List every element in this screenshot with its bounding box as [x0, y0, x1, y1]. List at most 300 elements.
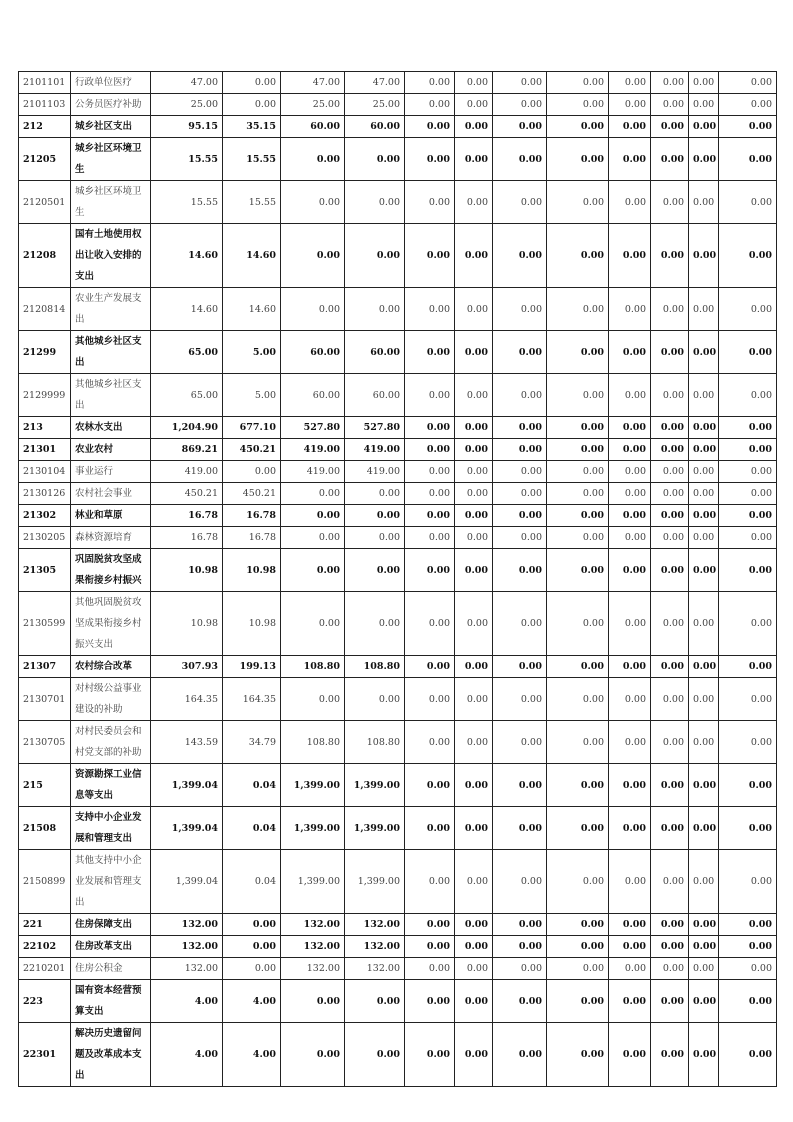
amount-cell: 0.00 [609, 288, 651, 331]
subject-name-cell: 公务员医疗补助 [71, 94, 151, 116]
amount-cell: 0.00 [609, 461, 651, 483]
amount-cell: 25.00 [345, 94, 405, 116]
amount-cell: 0.00 [547, 678, 609, 721]
subject-code-cell: 2210201 [19, 958, 71, 980]
subject-code-cell: 21301 [19, 439, 71, 461]
amount-cell: 307.93 [151, 656, 223, 678]
amount-cell: 0.00 [689, 549, 719, 592]
amount-cell: 0.00 [609, 439, 651, 461]
table-row [19, 549, 777, 592]
amount-cell: 0.00 [547, 914, 609, 936]
amount-cell: 0.00 [281, 527, 345, 549]
amount-cell: 0.00 [455, 549, 493, 592]
subject-name-cell: 住房公积金 [71, 958, 151, 980]
amount-cell: 0.00 [455, 850, 493, 914]
subject-code-cell: 22102 [19, 936, 71, 958]
subject-name-cell: 国有土地使用权出让收入安排的支出 [71, 224, 151, 288]
amount-cell: 0.00 [405, 483, 455, 505]
amount-cell: 0.00 [719, 331, 777, 374]
amount-cell: 0.00 [223, 914, 281, 936]
amount-cell: 0.00 [609, 721, 651, 764]
amount-cell: 0.00 [547, 94, 609, 116]
subject-code-cell: 2101101 [19, 72, 71, 94]
subject-name-cell: 住房保障支出 [71, 914, 151, 936]
subject-code-cell: 2130104 [19, 461, 71, 483]
amount-cell: 0.00 [455, 721, 493, 764]
amount-cell: 0.00 [223, 72, 281, 94]
amount-cell: 0.00 [405, 138, 455, 181]
amount-cell: 0.00 [719, 980, 777, 1023]
amount-cell: 0.00 [689, 224, 719, 288]
amount-cell: 0.00 [651, 678, 689, 721]
table-row [19, 181, 777, 224]
amount-cell: 0.00 [609, 224, 651, 288]
amount-cell: 60.00 [345, 116, 405, 138]
amount-cell: 132.00 [345, 958, 405, 980]
amount-cell: 0.00 [651, 914, 689, 936]
amount-cell: 0.00 [493, 483, 547, 505]
amount-cell: 0.00 [493, 94, 547, 116]
amount-cell: 0.00 [651, 116, 689, 138]
amount-cell: 5.00 [223, 374, 281, 417]
subject-name-cell: 行政单位医疗 [71, 72, 151, 94]
amount-cell: 0.00 [651, 483, 689, 505]
amount-cell: 10.98 [223, 549, 281, 592]
amount-cell: 0.00 [345, 224, 405, 288]
amount-cell: 143.59 [151, 721, 223, 764]
amount-cell: 0.00 [609, 94, 651, 116]
amount-cell: 869.21 [151, 439, 223, 461]
amount-cell: 0.00 [689, 807, 719, 850]
amount-cell: 0.00 [651, 374, 689, 417]
amount-cell: 60.00 [345, 374, 405, 417]
subject-code-cell: 2130205 [19, 527, 71, 549]
amount-cell: 0.00 [345, 592, 405, 656]
amount-cell: 0.00 [719, 549, 777, 592]
amount-cell: 0.00 [651, 807, 689, 850]
amount-cell: 0.00 [651, 181, 689, 224]
amount-cell: 0.00 [223, 94, 281, 116]
amount-cell: 0.00 [547, 592, 609, 656]
amount-cell: 0.00 [281, 1023, 345, 1087]
amount-cell: 1,399.04 [151, 807, 223, 850]
amount-cell: 0.00 [345, 181, 405, 224]
table-row [19, 592, 777, 656]
amount-cell: 0.00 [651, 94, 689, 116]
amount-cell: 0.00 [455, 980, 493, 1023]
amount-cell: 0.00 [719, 374, 777, 417]
amount-cell: 0.00 [719, 527, 777, 549]
table-row [19, 656, 777, 678]
amount-cell: 0.00 [455, 224, 493, 288]
amount-cell: 0.00 [493, 958, 547, 980]
amount-cell: 0.00 [281, 483, 345, 505]
table-row [19, 505, 777, 527]
subject-name-cell: 住房改革支出 [71, 936, 151, 958]
amount-cell: 10.98 [151, 549, 223, 592]
amount-cell: 0.00 [281, 980, 345, 1023]
amount-cell: 14.60 [223, 288, 281, 331]
amount-cell: 108.80 [345, 656, 405, 678]
amount-cell: 0.00 [405, 224, 455, 288]
amount-cell: 0.00 [651, 721, 689, 764]
subject-name-cell: 巩固脱贫攻坚成果衔接乡村振兴 [71, 549, 151, 592]
amount-cell: 108.80 [281, 656, 345, 678]
amount-cell: 0.00 [405, 936, 455, 958]
subject-code-cell: 2130126 [19, 483, 71, 505]
amount-cell: 0.00 [689, 461, 719, 483]
amount-cell: 164.35 [151, 678, 223, 721]
subject-code-cell: 21508 [19, 807, 71, 850]
amount-cell: 65.00 [151, 331, 223, 374]
amount-cell: 0.00 [651, 764, 689, 807]
amount-cell: 0.00 [689, 678, 719, 721]
amount-cell: 0.00 [455, 72, 493, 94]
amount-cell: 0.00 [689, 138, 719, 181]
amount-cell: 0.00 [719, 958, 777, 980]
amount-cell: 0.00 [455, 374, 493, 417]
amount-cell: 0.00 [455, 764, 493, 807]
amount-cell: 0.00 [689, 1023, 719, 1087]
amount-cell: 0.00 [345, 678, 405, 721]
subject-code-cell: 2129999 [19, 374, 71, 417]
amount-cell: 0.00 [719, 224, 777, 288]
amount-cell: 0.00 [405, 94, 455, 116]
amount-cell: 0.00 [719, 94, 777, 116]
amount-cell: 0.00 [493, 1023, 547, 1087]
amount-cell: 199.13 [223, 656, 281, 678]
amount-cell: 0.00 [547, 980, 609, 1023]
amount-cell: 0.00 [493, 138, 547, 181]
amount-cell: 0.00 [455, 417, 493, 439]
subject-name-cell: 对村级公益事业建设的补助 [71, 678, 151, 721]
subject-code-cell: 21299 [19, 331, 71, 374]
amount-cell: 1,399.00 [281, 807, 345, 850]
table-row [19, 850, 777, 914]
amount-cell: 0.00 [493, 850, 547, 914]
amount-cell: 0.00 [609, 678, 651, 721]
amount-cell: 16.78 [151, 505, 223, 527]
subject-name-cell: 农村综合改革 [71, 656, 151, 678]
amount-cell: 0.00 [455, 138, 493, 181]
subject-name-cell: 其他巩固脱贫攻坚成果衔接乡村振兴支出 [71, 592, 151, 656]
amount-cell: 5.00 [223, 331, 281, 374]
amount-cell: 16.78 [223, 527, 281, 549]
table-row [19, 224, 777, 288]
amount-cell: 0.00 [547, 807, 609, 850]
amount-cell: 419.00 [345, 461, 405, 483]
table-row [19, 483, 777, 505]
amount-cell: 0.00 [651, 549, 689, 592]
amount-cell: 0.00 [609, 936, 651, 958]
amount-cell: 0.00 [547, 181, 609, 224]
subject-code-cell: 223 [19, 980, 71, 1023]
amount-cell: 450.21 [223, 483, 281, 505]
amount-cell: 0.00 [345, 138, 405, 181]
amount-cell: 0.00 [547, 224, 609, 288]
amount-cell: 0.00 [405, 678, 455, 721]
amount-cell: 0.00 [689, 958, 719, 980]
subject-name-cell: 城乡社区环境卫生 [71, 181, 151, 224]
amount-cell: 0.00 [651, 592, 689, 656]
subject-name-cell: 其他城乡社区支出 [71, 374, 151, 417]
amount-cell: 1,399.00 [281, 850, 345, 914]
amount-cell: 0.00 [689, 417, 719, 439]
amount-cell: 0.00 [689, 592, 719, 656]
amount-cell: 0.00 [547, 527, 609, 549]
amount-cell: 1,399.04 [151, 850, 223, 914]
subject-code-cell: 22301 [19, 1023, 71, 1087]
subject-name-cell: 农业生产发展支出 [71, 288, 151, 331]
table-row [19, 138, 777, 181]
amount-cell: 47.00 [151, 72, 223, 94]
table-row [19, 764, 777, 807]
table-row [19, 94, 777, 116]
table-row [19, 461, 777, 483]
table-row [19, 678, 777, 721]
amount-cell: 0.00 [547, 138, 609, 181]
amount-cell: 0.00 [493, 374, 547, 417]
amount-cell: 0.00 [455, 181, 493, 224]
amount-cell: 60.00 [281, 116, 345, 138]
amount-cell: 0.00 [455, 592, 493, 656]
subject-code-cell: 213 [19, 417, 71, 439]
amount-cell: 0.00 [609, 958, 651, 980]
amount-cell: 0.00 [719, 505, 777, 527]
amount-cell: 0.00 [547, 439, 609, 461]
amount-cell: 0.00 [547, 461, 609, 483]
amount-cell: 0.00 [493, 505, 547, 527]
amount-cell: 0.00 [651, 417, 689, 439]
amount-cell: 0.00 [345, 288, 405, 331]
table-row [19, 288, 777, 331]
table-row [19, 331, 777, 374]
amount-cell: 0.00 [609, 483, 651, 505]
amount-cell: 0.00 [651, 72, 689, 94]
amount-cell: 0.00 [405, 549, 455, 592]
amount-cell: 15.55 [151, 138, 223, 181]
amount-cell: 0.00 [493, 181, 547, 224]
subject-name-cell: 国有资本经营预算支出 [71, 980, 151, 1023]
amount-cell: 0.00 [689, 181, 719, 224]
amount-cell: 0.00 [547, 656, 609, 678]
amount-cell: 25.00 [151, 94, 223, 116]
amount-cell: 0.00 [547, 850, 609, 914]
amount-cell: 1,399.00 [345, 807, 405, 850]
amount-cell: 0.00 [609, 980, 651, 1023]
amount-cell: 0.00 [547, 331, 609, 374]
subject-name-cell: 城乡社区支出 [71, 116, 151, 138]
amount-cell: 95.15 [151, 116, 223, 138]
amount-cell: 0.00 [493, 807, 547, 850]
amount-cell: 34.79 [223, 721, 281, 764]
amount-cell: 0.00 [455, 439, 493, 461]
amount-cell: 1,399.00 [345, 764, 405, 807]
amount-cell: 0.00 [405, 527, 455, 549]
amount-cell: 0.00 [405, 417, 455, 439]
amount-cell: 0.00 [609, 914, 651, 936]
amount-cell: 108.80 [345, 721, 405, 764]
amount-cell: 0.00 [547, 549, 609, 592]
amount-cell: 0.00 [493, 72, 547, 94]
amount-cell: 0.00 [689, 439, 719, 461]
amount-cell: 132.00 [281, 958, 345, 980]
amount-cell: 0.00 [455, 461, 493, 483]
amount-cell: 0.00 [651, 138, 689, 181]
amount-cell: 0.00 [609, 1023, 651, 1087]
amount-cell: 132.00 [281, 914, 345, 936]
amount-cell: 108.80 [281, 721, 345, 764]
amount-cell: 0.04 [223, 850, 281, 914]
amount-cell: 0.00 [345, 527, 405, 549]
amount-cell: 0.00 [223, 958, 281, 980]
amount-cell: 0.00 [493, 331, 547, 374]
amount-cell: 0.00 [455, 656, 493, 678]
amount-cell: 0.00 [281, 181, 345, 224]
amount-cell: 0.00 [719, 914, 777, 936]
amount-cell: 15.55 [223, 138, 281, 181]
table-row [19, 72, 777, 94]
amount-cell: 419.00 [281, 439, 345, 461]
amount-cell: 1,399.04 [151, 764, 223, 807]
amount-cell: 0.00 [405, 181, 455, 224]
amount-cell: 0.00 [651, 936, 689, 958]
budget-table [18, 71, 777, 1087]
subject-code-cell: 212 [19, 116, 71, 138]
amount-cell: 0.00 [651, 505, 689, 527]
amount-cell: 4.00 [223, 980, 281, 1023]
subject-code-cell: 2101103 [19, 94, 71, 116]
amount-cell: 0.00 [281, 505, 345, 527]
subject-name-cell: 支持中小企业发展和管理支出 [71, 807, 151, 850]
amount-cell: 0.00 [281, 288, 345, 331]
amount-cell: 0.00 [609, 331, 651, 374]
amount-cell: 0.00 [651, 224, 689, 288]
amount-cell: 0.00 [689, 505, 719, 527]
amount-cell: 0.00 [689, 94, 719, 116]
subject-code-cell: 21208 [19, 224, 71, 288]
subject-name-cell: 林业和草原 [71, 505, 151, 527]
amount-cell: 0.00 [455, 914, 493, 936]
amount-cell: 0.00 [405, 288, 455, 331]
amount-cell: 0.00 [651, 331, 689, 374]
amount-cell: 0.00 [609, 592, 651, 656]
amount-cell: 0.00 [281, 224, 345, 288]
amount-cell: 450.21 [223, 439, 281, 461]
subject-code-cell: 2130705 [19, 721, 71, 764]
amount-cell: 10.98 [151, 592, 223, 656]
amount-cell: 0.00 [405, 721, 455, 764]
amount-cell: 0.00 [609, 116, 651, 138]
amount-cell: 132.00 [281, 936, 345, 958]
amount-cell: 0.00 [651, 527, 689, 549]
amount-cell: 0.00 [689, 483, 719, 505]
amount-cell: 0.00 [405, 914, 455, 936]
amount-cell: 0.00 [281, 592, 345, 656]
amount-cell: 60.00 [281, 374, 345, 417]
amount-cell: 65.00 [151, 374, 223, 417]
amount-cell: 0.00 [405, 72, 455, 94]
subject-code-cell: 2120814 [19, 288, 71, 331]
amount-cell: 0.00 [547, 505, 609, 527]
amount-cell: 0.00 [719, 936, 777, 958]
table-row [19, 914, 777, 936]
amount-cell: 4.00 [151, 1023, 223, 1087]
amount-cell: 0.00 [689, 527, 719, 549]
amount-cell: 0.00 [405, 764, 455, 807]
subject-name-cell: 森林资源培育 [71, 527, 151, 549]
amount-cell: 0.00 [719, 592, 777, 656]
table-row [19, 439, 777, 461]
amount-cell: 16.78 [151, 527, 223, 549]
amount-cell: 0.00 [223, 461, 281, 483]
amount-cell: 0.00 [689, 72, 719, 94]
amount-cell: 0.00 [493, 527, 547, 549]
amount-cell: 0.00 [405, 958, 455, 980]
amount-cell: 132.00 [151, 958, 223, 980]
subject-code-cell: 21305 [19, 549, 71, 592]
amount-cell: 132.00 [345, 914, 405, 936]
amount-cell: 0.00 [547, 116, 609, 138]
amount-cell: 0.00 [609, 138, 651, 181]
amount-cell: 0.00 [689, 914, 719, 936]
amount-cell: 0.00 [689, 721, 719, 764]
amount-cell: 0.00 [719, 461, 777, 483]
amount-cell: 0.00 [609, 656, 651, 678]
amount-cell: 0.00 [405, 439, 455, 461]
amount-cell: 0.00 [689, 116, 719, 138]
amount-cell: 0.00 [719, 483, 777, 505]
amount-cell: 47.00 [345, 72, 405, 94]
amount-cell: 0.00 [455, 1023, 493, 1087]
amount-cell: 0.00 [719, 721, 777, 764]
amount-cell: 0.00 [281, 138, 345, 181]
amount-cell: 0.00 [455, 483, 493, 505]
amount-cell: 0.00 [609, 549, 651, 592]
subject-code-cell: 21205 [19, 138, 71, 181]
amount-cell: 419.00 [281, 461, 345, 483]
amount-cell: 0.00 [493, 678, 547, 721]
table-row [19, 527, 777, 549]
amount-cell: 16.78 [223, 505, 281, 527]
amount-cell: 0.00 [547, 374, 609, 417]
amount-cell: 0.00 [689, 656, 719, 678]
amount-cell: 47.00 [281, 72, 345, 94]
amount-cell: 0.00 [651, 850, 689, 914]
subject-code-cell: 215 [19, 764, 71, 807]
subject-code-cell: 21307 [19, 656, 71, 678]
amount-cell: 1,204.90 [151, 417, 223, 439]
amount-cell: 0.00 [609, 72, 651, 94]
amount-cell: 419.00 [151, 461, 223, 483]
amount-cell: 0.00 [719, 417, 777, 439]
amount-cell: 0.00 [651, 958, 689, 980]
amount-cell: 1,399.00 [345, 850, 405, 914]
subject-code-cell: 2130599 [19, 592, 71, 656]
amount-cell: 0.00 [719, 181, 777, 224]
table-row [19, 374, 777, 417]
amount-cell: 14.60 [223, 224, 281, 288]
amount-cell: 0.00 [345, 1023, 405, 1087]
amount-cell: 0.00 [345, 483, 405, 505]
amount-cell: 15.55 [223, 181, 281, 224]
amount-cell: 60.00 [345, 331, 405, 374]
amount-cell: 0.00 [455, 527, 493, 549]
amount-cell: 0.00 [493, 116, 547, 138]
subject-name-cell: 对村民委员会和村党支部的补助 [71, 721, 151, 764]
amount-cell: 0.00 [547, 958, 609, 980]
amount-cell: 0.00 [493, 721, 547, 764]
